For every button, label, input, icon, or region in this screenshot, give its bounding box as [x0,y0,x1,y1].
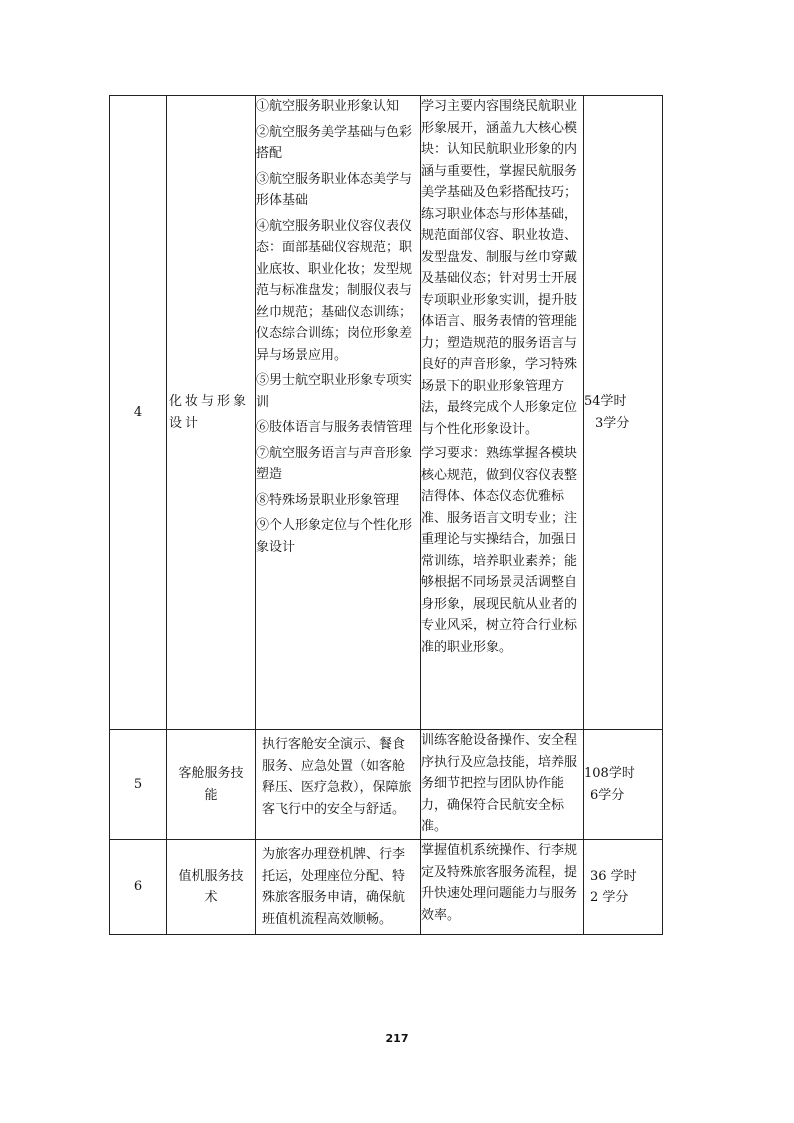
hours-value: 36 学时 [590,868,637,884]
description-paragraph: 训练客舱设备操作、安全程序执行及应急技能，培养服务细节把控与团队协作能力，确保符合民航安全标准。 [421,733,578,834]
course-table [109,95,663,935]
course-description [421,840,584,935]
content-item: ⑤男士航空职业形象专项实训 [256,373,413,410]
course-hours [584,96,663,730]
course-name: 客舱服务技能 [167,730,256,840]
table-row [110,96,663,730]
content-item: ②航空服务美学基础与色彩搭配 [256,124,413,161]
credits-value: 2 学分 [590,890,629,905]
course-number: 4 [110,96,167,730]
course-description [421,96,584,730]
content-item: 为旅客办理登机牌、行李托运，处理座位分配、特殊旅客服务申请，确保航班值机流程高效顺畅。 [262,847,406,927]
content-item: ①航空服务职业形象认知 [256,99,400,114]
course-contents [256,96,421,730]
content-item: ④航空服务职业仪容仪表仪态：面部基础仪容规范；职业底妆、职业化妆；发型规范与标准盘发；制服仪表与丝巾规范；基础仪态训练；仪态综合训练；岗位形象差异与场景应用。 [256,218,413,363]
course-name: 值机服务技术 [167,840,256,935]
course-contents [256,730,421,840]
credits-value: 3学分 [595,415,630,431]
content-item: ⑧特殊场景职业形象管理 [256,492,400,508]
course-hours [584,730,663,840]
hours-value: 108学时 [584,766,635,781]
course-description [421,730,584,840]
description-paragraph: 掌握值机系统操作、行李规定及特殊旅客服务流程，提升快速处理问题能力与服务效率。 [421,843,578,923]
content-item: ⑥肢体语言与服务表情管理 [256,420,413,435]
table-row [110,840,663,935]
content-item: 执行客舱安全演示、餐食服务、应急处置（如客舱释压、医疗急救），保障旅客飞行中的安全与舒适。 [262,737,412,817]
description-paragraph: 学习要求：熟练掌握各模块核心规范，做到仪容仪表整洁得体、体态仪态优雅标准、服务语言文明专业；注重理论与实操结合，加强日常训练，培养职业素养；能够根据不同场景灵活调整自身形象，展现民航从业者的专业风采，树立符合行业标准的职业形象。 [421,446,578,655]
table-row [110,730,663,840]
content-item: ⑦航空服务语言与声音形象塑造 [256,445,413,482]
description-paragraph: 学习主要内容围绕民航职业形象展开，涵盖九大核心模块：认知民航职业形象的内涵与重要性，掌握民航服务美学基础及色彩搭配技巧；练习职业体态与形体基础，规范面部仪容、职业妆造、发型盘发、制服与丝巾穿戴及基础仪态；针对男士开展专项职业形象实训，提升肢体语言、服务表情的管理能力；塑造规范的服务语言与良好的声音形象，学习特殊场景下的职业形象管理方法，最终完成个人形象定位与个性化形象设计。 [421,99,578,437]
content-item: ⑨个人形象定位与个性化形象设计 [256,518,413,555]
page-number: 217 [385,1032,409,1045]
course-contents [256,840,421,935]
course-number: 5 [110,730,167,840]
content-item: ③航空服务职业体态美学与形体基础 [256,171,413,208]
hours-value: 54学时 [584,394,627,409]
course-hours [584,840,663,935]
credits-value: 6学分 [590,787,625,803]
course-name: 化妆与形象设计 [167,96,256,730]
course-number: 6 [110,840,167,935]
